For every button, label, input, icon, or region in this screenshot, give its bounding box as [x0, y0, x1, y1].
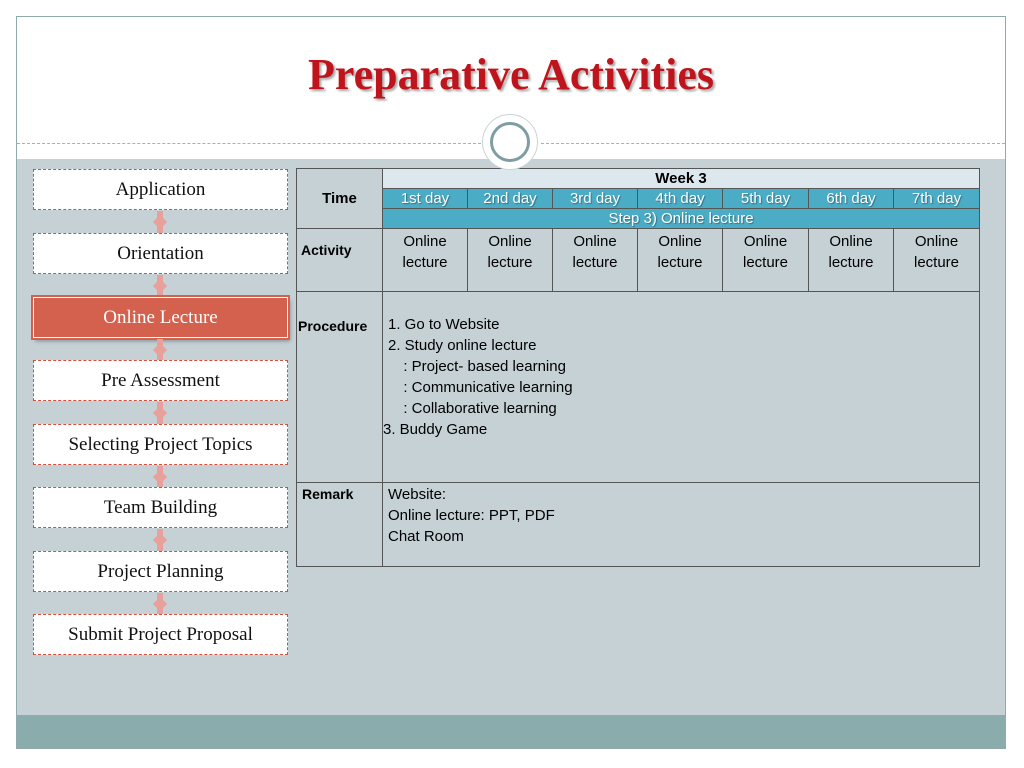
title-ornament-circle [482, 114, 538, 170]
day-header: 3rd day [553, 189, 638, 209]
activity-line: lecture [657, 254, 703, 271]
day-header: 2nd day [468, 189, 553, 209]
procedure-line: : Project- based learning [395, 358, 566, 375]
remark-line: Website: [388, 486, 447, 503]
step-label: Selecting Project Topics [68, 433, 253, 455]
step-online-lecture[interactable] [33, 297, 288, 338]
step-connector [154, 211, 166, 233]
procedure-label: Procedure [297, 292, 383, 483]
day-header: 6th day [809, 189, 894, 209]
activity-cell [383, 229, 468, 292]
page-title: Preparative Activities [307, 50, 715, 99]
step-team-building[interactable] [33, 487, 288, 528]
step-connector [154, 529, 166, 551]
activity-line: lecture [487, 254, 533, 271]
activity-line: lecture [913, 254, 960, 271]
procedure-row [297, 292, 980, 483]
activity-line: Online [914, 233, 959, 250]
activity-cell [894, 229, 980, 292]
activity-cell [468, 229, 553, 292]
procedure-line: 1. Go to Website [388, 316, 500, 333]
title-ornament-ring [490, 122, 530, 162]
step-connector [154, 339, 166, 361]
step-project-planning[interactable] [33, 551, 288, 592]
day-header: 5th day [723, 189, 809, 209]
step-connector [154, 402, 166, 424]
time-header: Time [297, 169, 383, 229]
activity-cell [809, 229, 894, 292]
step-label: Project Planning [97, 560, 224, 582]
step-pre-assessment[interactable] [33, 360, 288, 401]
title-divider-right [541, 143, 1005, 144]
activity-line: Online [658, 233, 702, 250]
activity-line: Online [488, 233, 532, 250]
step-connector [154, 466, 166, 488]
activity-cell [553, 229, 638, 292]
activity-label: Activity [297, 229, 383, 292]
remark-line: Chat Room [388, 528, 464, 545]
step-orientation[interactable] [33, 233, 288, 274]
activity-cell [638, 229, 723, 292]
footer-bar [17, 715, 1005, 748]
step-label: Submit Project Proposal [68, 623, 253, 645]
remark-line: Online lecture: PPT, PDF [388, 507, 555, 524]
day-row [297, 189, 980, 209]
week-row [297, 169, 980, 189]
step-label: Orientation [117, 242, 204, 264]
activity-row [297, 229, 980, 292]
activity-line: lecture [828, 254, 874, 271]
procedure-line: 3. Buddy Game [383, 421, 488, 438]
procedure-line: 2. Study online lecture [388, 337, 537, 354]
procedure-line: : Communicative learning [395, 379, 573, 396]
step-row [297, 209, 980, 229]
step-submit-project-proposal[interactable] [33, 614, 288, 655]
procedure-cell [383, 292, 980, 483]
activity-line: Online [573, 233, 617, 250]
activity-line: lecture [402, 254, 448, 271]
step-selecting-project-topics[interactable] [33, 424, 288, 465]
step-label: Online Lecture [103, 306, 218, 328]
step-label: Team Building [103, 496, 218, 518]
day-header: 1st day [383, 189, 468, 209]
procedure-line: : Collaborative learning [395, 400, 557, 417]
step-label: Application [115, 178, 206, 200]
step-connector [154, 593, 166, 615]
step-label: Pre Assessment [101, 369, 220, 391]
title-divider-left [17, 143, 481, 144]
step-application[interactable] [33, 169, 288, 210]
remark-label: Remark [297, 483, 383, 567]
activity-line: Online [743, 233, 788, 250]
step-connector [154, 275, 166, 297]
activity-line: lecture [572, 254, 618, 271]
day-header: 7th day [894, 189, 980, 209]
remark-row [297, 483, 980, 567]
week-header: Week 3 [383, 169, 980, 189]
day-header: 4th day [638, 189, 723, 209]
schedule-table [296, 168, 980, 567]
slide-frame [16, 16, 1006, 749]
activity-line: Online [403, 233, 447, 250]
activity-line: lecture [742, 254, 789, 271]
remark-cell [383, 483, 980, 567]
step-header: Step 3) Online lecture [383, 209, 980, 229]
activity-cell [723, 229, 809, 292]
activity-line: Online [829, 233, 873, 250]
